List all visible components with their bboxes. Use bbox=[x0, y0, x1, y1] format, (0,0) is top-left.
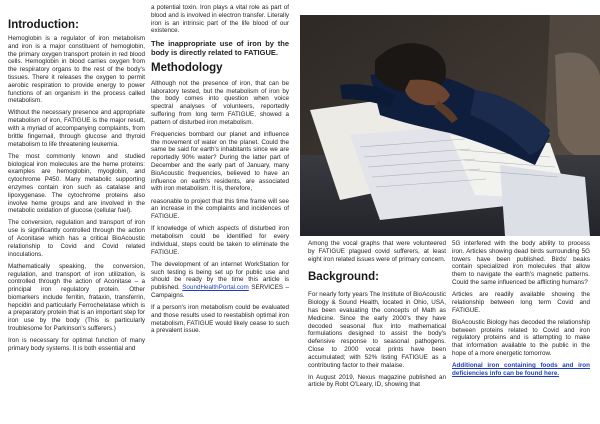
methodology-paragraph: reasonable to project that this time frame will see an increase in the complaints and incidences of FATIGUE. bbox=[151, 197, 289, 221]
intro-paragraph: Iron is necessary for optimal function of many primary body systems. It is both essential and bbox=[8, 337, 145, 352]
column-background bbox=[308, 240, 446, 394]
continued-paragraph: a potential toxin. Iron plays a vital role as part of blood and is involved in electron transfer. Literally iron is an intrinsic part of the life blood of our existence. bbox=[151, 4, 289, 35]
methodology-paragraph: Although not the presence of iron, that can be laboratory tested, but the metabolism of iron by the body comes into question when voice spectral analyses of volunteers, reportedly suffering from long term FATIGUE, showed a pattern of disturbed iron metabolism. bbox=[151, 79, 289, 126]
background-paragraph: For nearly forty years The Institute of BioAcoustic Biology & Sound Health, located in Ohio, USA, has been evaluating the concepts of Math as Medicine. Since the early 2000's they have decoded seasonal flux into mathematical formulations designed to assist the body's defensive response to seasonal pathogens. Close to 2000 vocal prints have been accumulated; with 52% listing FATIGUE as a contributing factor to their malaise. bbox=[308, 291, 446, 369]
iron-info-link[interactable]: Additional iron containing foods and iron deficiencies info can be found here. bbox=[452, 362, 590, 377]
background-paragraph: In August 2019, Nexus magazine published an article by Robt O'Leary, ID, showing that bbox=[308, 373, 446, 389]
methodology-paragraph: If a person's iron metabolism could be evaluated and those results used to reestablish optimal iron metabolism, FATIGUE would likely cease to such a prevalent issue. bbox=[151, 303, 289, 335]
column-conclusion bbox=[452, 240, 590, 382]
fatigue-photo bbox=[300, 15, 600, 236]
conclusion-paragraph: BioAcoustic Biology has decoded the relationship between proteins related to Covid and iron regulatory proteins and is attempting to make that information available to the public in the hope of a more energetic tomorrow. bbox=[452, 318, 590, 357]
introduction-heading: Introduction: bbox=[8, 19, 79, 31]
intro-paragraph: The conversion, regulation and transport of iron use is significantly controlled through the action of Aconitase which has a critical BioAcoustic relationship to Covid and Covid related inoculations. bbox=[8, 219, 145, 258]
workstation-text: The development of an internet WorkStation for such testing is being set up for public use and should be ready by the time this article is published. bbox=[151, 260, 289, 292]
key-statement: The inappropriate use of iron by the body is directly related to FATIGUE. bbox=[151, 39, 289, 58]
methodology-paragraph: Frequencies bombard our planet and influence the movement of water on the planet. Could the same be said for earth's inhabitants since we are reportedly 90% water? During the latter part of December and the early part of January, many BioAcoustic frequencies, believed to have an influence on earth's residents, are associated with iron metabolism. It is, therefore, bbox=[151, 130, 289, 193]
sleeping-student-illustration bbox=[300, 15, 600, 236]
workstation-paragraph bbox=[151, 261, 289, 300]
conclusion-paragraph: Articles are readily available showing the relationship between long term Covid and FATIGUE. bbox=[452, 291, 590, 314]
methodology-paragraph: If knowledge of which aspects of disturbed iron metabolism could be identified for every individual, steps could be taken to eliminate the FATIGUE. bbox=[151, 225, 289, 256]
vocal-graphs-paragraph: Among the vocal graphs that were volunteered by FATIGUE plagued covid sufferers, at least eight iron related issues were of primary concern. bbox=[308, 240, 446, 263]
intro-paragraph: Hemoglobin is a regulator of iron metabolism and iron is a major constituent of hemoglobin, the primary oxygen transport protein in red blood cells. Hemoglobin in blood carries oxygen from the respiratory organs to the rest of the body's tissues. There it releases the oxygen to permit aerobic respiration to provide energy to power functions of an organism in the process called metabolism. bbox=[8, 35, 145, 105]
intro-paragraph: Mathematically speaking, the conversion, regulation, and transport of iron utilization, is controlled through the action of Aconitase – a principal iron regulatory protein. Other biomarkers include ferritin, frataxin, transferrin, hepcidin and particularly Ferrochelatase which is a preparatory protein that is an important step for iron use by the body (This is particularly troublesome for Parkinson's sufferers.) bbox=[8, 262, 145, 333]
iron-info-paragraph bbox=[452, 362, 590, 378]
soundhealthportal-link[interactable]: SoundHealthPortal.com bbox=[182, 284, 249, 292]
column-introduction bbox=[8, 19, 145, 357]
column-methodology bbox=[151, 4, 289, 339]
methodology-heading: Methodology bbox=[151, 61, 223, 74]
background-heading: Background: bbox=[308, 271, 379, 284]
conclusion-paragraph: 5G interfered with the body ability to process iron. Articles showing dead birds surrounding 5G towers have been published. Birds' beaks contain specialized iron molecules that allow them to navigate the earth's magnetic patterns. Could the same influenced be afflicting humans? bbox=[452, 240, 590, 286]
workstation-services: SERVICES – Campaigns. bbox=[151, 284, 290, 299]
intro-paragraph: The most commonly known and studied biological iron molecules are the heme proteins: examples are hemoglobin, myoglobin, and cytochrome P450. Many metabolic supporting enzymes contain iron such as catalase and lipoxygenase. The cytochrome proteins also involve heme groups and are involved in the metabolic oxidation of glucose (cellular fuel). bbox=[8, 152, 145, 215]
intro-paragraph: Without the necessary presence and appropriate metabolism of iron, FATIGUE is the major result, with a myriad of accompanying complaints, from brittle fingernail, through glucose and thyroid metabolism to life threatening leukemia. bbox=[8, 109, 145, 148]
